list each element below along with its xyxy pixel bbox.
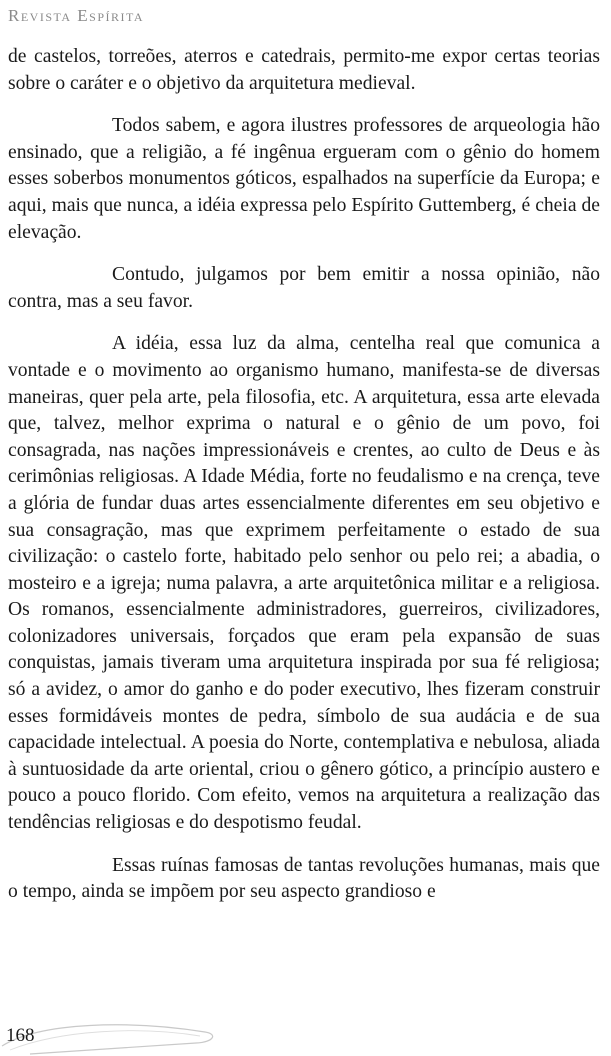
body-text — [8, 44, 600, 922]
paragraph: A idéia, essa luz da alma, centelha real que comunica a vontade e o movimento ao organismo humano, manifesta-se de diversas maneiras, quer pela arte, pela filosofia, etc. A arquitetura, essa arte elevada que, talvez, melhor exprima o natural e o gênio de um povo, foi consagrada, nas nações impressionáveis e crentes, ao culto de Deus e às cerimônias religiosas. A Idade Média, forte no feudalismo e na crença, teve a glória de fundar duas artes essencialmente diferentes em seu objetivo e sua consagração, mas que exprimem perfeitamente o estado de sua civilização: o castelo forte, habitado pelo senhor ou pelo rei; a abadia, o mosteiro e a igreja; numa palavra, a arte arquitetônica militar e a religiosa. Os romanos, essencialmente administradores, guerreiros, civilizadores, colonizadores universais, forçados que eram pela expansão de suas conquistas, jamais tiveram uma arquitetura inspirada por sua fé religiosa; só a avidez, o amor do ganho e do poder executivo, lhes fizeram construir esses formidáveis montes de pedra, símbolo de sua audácia e de sua capacidade intelectual. A poesia do Norte, contemplativa e nebulosa, aliada à suntuosidade da arte oriental, criou o gênero gótico, a princípio austero e pouco a pouco florido. Com efeito, vemos na arquitetura a realização das tendências religiosas e do despotismo feudal. — [8, 333, 600, 834]
paragraph: Todos sabem, e agora ilustres professores de arqueologia hão ensinado, que a religião, a fé ingênua ergueram com o gênio do homem esses soberbos monumentos góticos, espalhados na superfície da Europa; e aqui, mais que nunca, a idéia expressa pelo Espírito Guttemberg, é cheia de elevação. — [8, 115, 600, 243]
paragraph: Contudo, julgamos por bem emitir a nossa opinião, não contra, mas a seu favor. — [8, 264, 600, 312]
decorative-swoosh-icon — [0, 1016, 240, 1056]
paragraph-continuation: de castelos, torreões, aterros e catedrais, permito-me expor certas teorias sobre o caráter e o objetivo da arquitetura medieval. — [8, 46, 600, 94]
page-number: 168 — [6, 1025, 35, 1046]
running-header: Revista Espírita — [8, 6, 145, 25]
page-footer — [0, 1016, 611, 1056]
paragraph: Essas ruínas famosas de tantas revoluções humanas, mais que o tempo, ainda se impõem por seu aspecto grandioso e — [8, 854, 600, 903]
